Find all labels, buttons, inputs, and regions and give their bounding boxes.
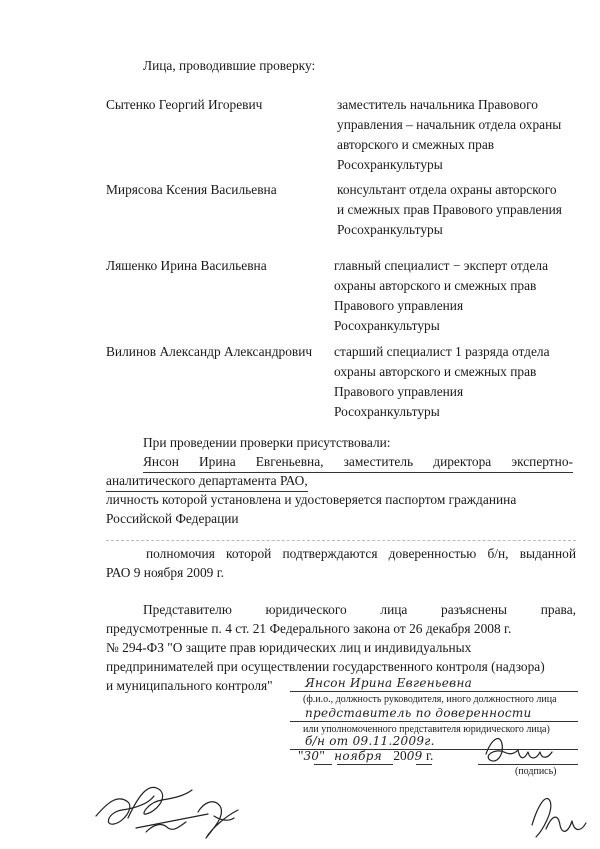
inspector-name: Вилинов Александр Александрович	[106, 344, 313, 359]
inspector-name: Мирясова Ксения Васильевна	[106, 182, 277, 197]
inspector-position: заместитель начальника Правового управления – начальник отдела охраны авторского и смежных прав Росохранкультуры	[337, 97, 562, 172]
attendee-line: Янсон Ирина Евгеньевна, заместитель директора экспертно-	[143, 452, 573, 473]
bottom-right-signature	[522, 785, 592, 845]
date-underline	[337, 764, 393, 765]
rights-text: и муниципального контроля"	[106, 678, 273, 693]
handwritten-name: Янсон Ирина Евгеньевна	[305, 676, 473, 690]
date-underline	[314, 764, 332, 765]
inspector-name: Сытенко Георгий Игоревич	[106, 97, 263, 112]
rights-text: № 294-ФЗ "О защите прав юридических лиц и индивидуальных	[106, 640, 472, 655]
attendees-heading: При проведении проверки присутствовали:	[143, 435, 391, 450]
rights-text: предпринимателей при осуществлении государственного контроля (надзора)	[106, 659, 545, 674]
divider	[106, 540, 576, 541]
inspector-position: главный специалист − эксперт отдела охраны авторского и смежных прав Правового управления Росохранкультуры	[334, 258, 549, 333]
inspector-name: Ляшенко Ирина Васильевна	[106, 258, 267, 273]
fio-caption: (ф.и.о., должность руководителя, иного должностного лица	[303, 694, 557, 705]
rights-text: Представителю юридического лица разъяснены права,	[143, 602, 576, 617]
date-line: "30" ноября 2009 г.	[298, 748, 434, 763]
rights-text: предусмотренные п. 4 ст. 21 Федерального закона от 26 декабря 2008 г.	[106, 621, 512, 636]
identity-text: Российской Федерации	[106, 511, 239, 526]
inspectors-heading: Лица, проводившие проверку:	[143, 58, 316, 73]
inspector-position: старший специалист 1 разряда отдела охраны авторского и смежных прав Правового управления Росохранкультуры	[334, 344, 550, 419]
date-day: 30	[303, 749, 320, 763]
date-underline	[416, 764, 432, 765]
signature-line	[290, 691, 578, 692]
inspectors-signatures	[88, 772, 258, 844]
handwritten-role: представитель по доверенности	[305, 706, 532, 720]
fio-caption: или уполномоченного представителя юридического лица)	[303, 724, 550, 735]
inspector-position: консультант отдела охраны авторского и смежных прав Правового управления Росохранкультуры	[337, 182, 562, 237]
authority-text: полномочия которой подтверждаются доверенностью б/н, выданной	[146, 546, 576, 561]
identity-text: личность которой установлена и удостоверяется паспортом гражданина	[106, 492, 517, 507]
date-month: ноября	[334, 749, 382, 763]
authority-text: РАО 9 ноября 2009 г.	[106, 565, 225, 580]
handwritten-doc: б/н от 09.11.2009г.	[305, 734, 435, 748]
attendee-line: аналитического департамента РАО,	[106, 471, 308, 492]
representative-signature	[478, 730, 558, 770]
date-year: 09	[406, 749, 423, 763]
signature-line	[290, 721, 578, 722]
signature-caption: (подпись)	[515, 766, 557, 777]
